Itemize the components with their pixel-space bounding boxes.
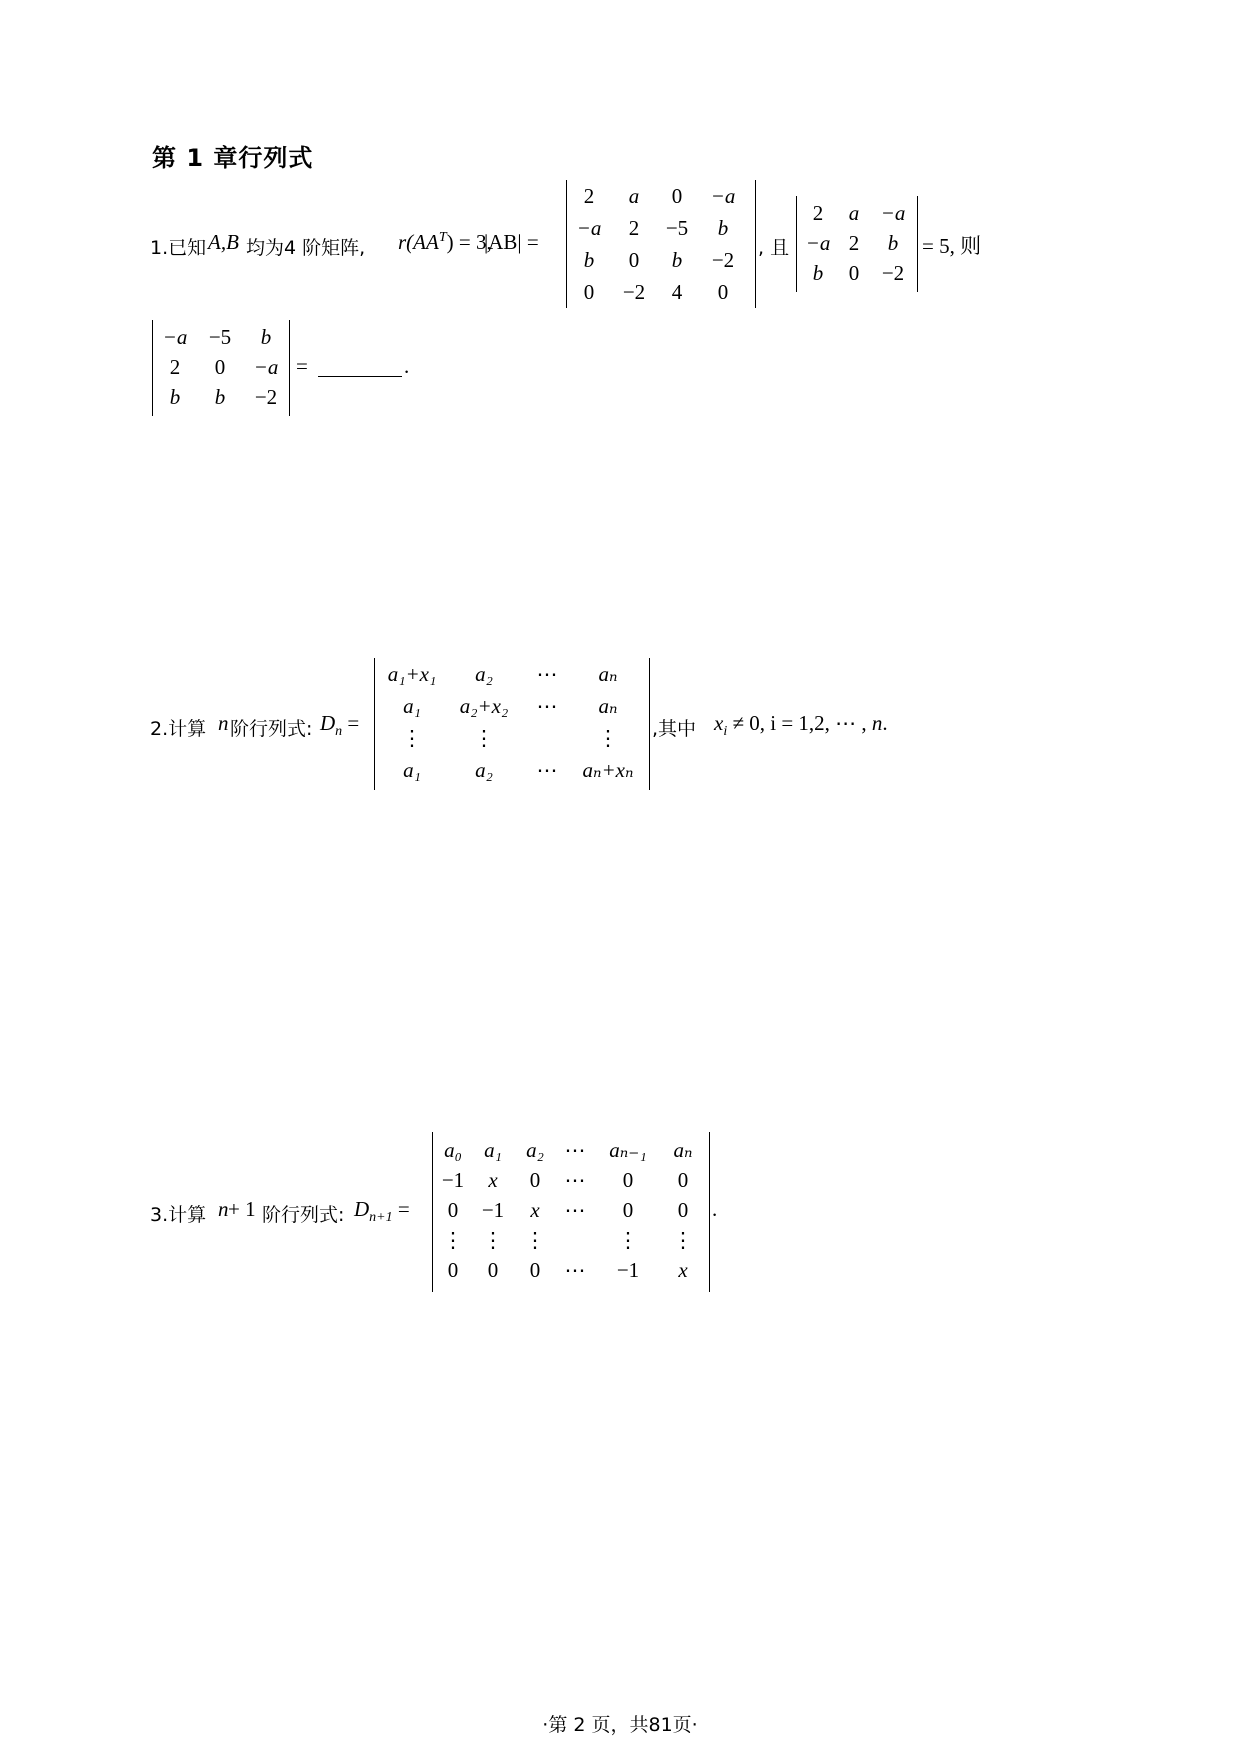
matrix-entry: −2 bbox=[711, 248, 735, 272]
matrix-entry: 0 bbox=[487, 1258, 499, 1282]
matrix-entry: ⋯ bbox=[564, 1258, 586, 1282]
matrix-entry: −1 bbox=[616, 1258, 640, 1282]
determinant-4x4 bbox=[566, 180, 756, 308]
answer-blank[interactable] bbox=[318, 376, 402, 377]
matrix-entry: 2 bbox=[812, 201, 824, 225]
matrix-entry: −5 bbox=[665, 216, 689, 240]
problem-2-condition: $x_i \ne 0$, i = 1,2, ⋯ , n. bbox=[714, 711, 888, 740]
matrix-entry: 2 bbox=[169, 355, 181, 379]
matrix-entry: ⋯ bbox=[536, 758, 558, 782]
matrix-entry: ⋮ bbox=[597, 726, 619, 750]
matrix-entry: −a bbox=[880, 201, 906, 225]
problem-1-abs-ab: |AB| = bbox=[484, 230, 539, 254]
matrix-entry: 2 bbox=[628, 216, 640, 240]
problem-1-qie: , 且 bbox=[758, 237, 790, 259]
matrix-entry: a bbox=[628, 184, 640, 208]
matrix-entry: a bbox=[848, 201, 860, 225]
matrix-entry: a₂ bbox=[475, 662, 493, 686]
matrix-entry: ⋮ bbox=[401, 726, 423, 750]
matrix-entry: 0 bbox=[628, 248, 640, 272]
problem-3-lead: 3.计算 bbox=[150, 1204, 207, 1226]
matrix-entry: 0 bbox=[717, 280, 729, 304]
matrix-entry: 0 bbox=[848, 261, 860, 285]
problem-3-text: 阶行列式: bbox=[262, 1204, 345, 1226]
problem-1-text: 均为4 阶矩阵, bbox=[246, 237, 366, 259]
matrix-entry: −2 bbox=[622, 280, 646, 304]
matrix-entry: aₙ+xₙ bbox=[582, 758, 634, 782]
problem-1-vars: A,B bbox=[208, 230, 239, 254]
problem-2-dn: $D_n$ = bbox=[320, 711, 360, 740]
matrix-entry: x bbox=[488, 1168, 498, 1192]
matrix-entry: a₁+x₁ bbox=[387, 662, 437, 686]
matrix-entry: ⋮ bbox=[617, 1228, 639, 1252]
matrix-entry: 0 bbox=[622, 1198, 634, 1222]
matrix-entry: ⋯ bbox=[536, 662, 558, 686]
matrix-entry: 0 bbox=[671, 184, 683, 208]
determinant-3x3-given bbox=[796, 196, 918, 292]
problem-3-plus-one: + 1 bbox=[228, 1197, 256, 1221]
problem-3-period: . bbox=[712, 1197, 718, 1221]
matrix-entry: b bbox=[671, 248, 683, 272]
determinant-problem-3 bbox=[432, 1132, 710, 1292]
matrix-entry: 0 bbox=[214, 355, 226, 379]
matrix-entry: 0 bbox=[447, 1198, 459, 1222]
matrix-entry: b bbox=[169, 385, 181, 409]
problem-1-lead: 1.已知 bbox=[150, 237, 207, 259]
problem-3-dn1: $D_{n+1}$ = bbox=[354, 1197, 410, 1226]
matrix-entry: −2 bbox=[254, 385, 278, 409]
problem-2-text: 阶行列式: bbox=[230, 718, 313, 740]
problem-2-lead: 2.计算 bbox=[150, 718, 207, 740]
matrix-entry: −1 bbox=[441, 1168, 465, 1192]
matrix-entry: ⋯ bbox=[564, 1138, 586, 1162]
problem-1-period: . bbox=[404, 354, 410, 378]
chapter-title: 第 1 章行列式 bbox=[152, 144, 314, 172]
matrix-entry: b bbox=[812, 261, 824, 285]
matrix-entry: aₙ bbox=[598, 662, 618, 686]
determinant-nxn-problem-2 bbox=[374, 658, 650, 790]
matrix-entry: 2 bbox=[848, 231, 860, 255]
matrix-entry: a₂+x₂ bbox=[459, 694, 509, 718]
matrix-entry: 0 bbox=[677, 1168, 689, 1192]
matrix-entry: 0 bbox=[583, 280, 595, 304]
matrix-entry: ⋮ bbox=[482, 1228, 504, 1252]
matrix-entry: a₁ bbox=[403, 694, 421, 718]
matrix-entry: b bbox=[260, 325, 272, 349]
matrix-entry: 2 bbox=[583, 184, 595, 208]
matrix-entry: x bbox=[678, 1258, 688, 1282]
matrix-entry: 0 bbox=[529, 1258, 541, 1282]
matrix-entry: −1 bbox=[481, 1198, 505, 1222]
matrix-entry: 0 bbox=[622, 1168, 634, 1192]
problem-1-eq-five: = 5, 则 bbox=[922, 234, 982, 258]
matrix-entry: aₙ bbox=[598, 694, 618, 718]
matrix-entry: 0 bbox=[529, 1168, 541, 1192]
matrix-entry bbox=[527, 726, 567, 750]
matrix-entry: 0 bbox=[677, 1198, 689, 1222]
matrix-entry: −a bbox=[805, 231, 831, 255]
problem-1-rank: $r(AA^T) = 3$, bbox=[398, 230, 492, 254]
matrix-entry: b bbox=[214, 385, 226, 409]
matrix-entry: ⋯ bbox=[564, 1168, 586, 1192]
determinant-3x3-target bbox=[152, 320, 290, 416]
matrix-entry: b bbox=[717, 216, 729, 240]
matrix-entry: aₙ bbox=[673, 1138, 693, 1162]
matrix-entry: a₁ bbox=[484, 1138, 502, 1162]
matrix-entry: −a bbox=[576, 216, 602, 240]
matrix-entry: b bbox=[583, 248, 595, 272]
matrix-entry: 0 bbox=[447, 1258, 459, 1282]
matrix-entry bbox=[557, 1228, 593, 1252]
problem-1-eq: = bbox=[296, 354, 308, 378]
matrix-entry: x bbox=[530, 1198, 540, 1222]
matrix-entry: −a bbox=[162, 325, 188, 349]
matrix-entry: −a bbox=[253, 355, 279, 379]
page-footer: ·第 2 页，共81页· bbox=[542, 1714, 698, 1736]
matrix-entry: a₂ bbox=[526, 1138, 544, 1162]
matrix-entry: ⋮ bbox=[473, 726, 495, 750]
matrix-entry: ⋮ bbox=[442, 1228, 464, 1252]
matrix-entry: aₙ₋₁ bbox=[609, 1138, 647, 1162]
matrix-entry: 4 bbox=[671, 280, 683, 304]
problem-2-n: n bbox=[218, 711, 229, 735]
matrix-entry: b bbox=[887, 231, 899, 255]
matrix-entry: a₀ bbox=[444, 1138, 462, 1162]
matrix-entry: a₂ bbox=[475, 758, 493, 782]
problem-3-n: n bbox=[218, 1197, 229, 1221]
matrix-entry: −2 bbox=[881, 261, 905, 285]
matrix-entry: ⋯ bbox=[564, 1198, 586, 1222]
problem-2-tail-cn: ,其中 bbox=[652, 718, 697, 740]
matrix-entry: a₁ bbox=[403, 758, 421, 782]
matrix-entry: ⋮ bbox=[524, 1228, 546, 1252]
matrix-entry: −a bbox=[710, 184, 736, 208]
matrix-entry: −5 bbox=[208, 325, 232, 349]
matrix-entry: ⋯ bbox=[536, 694, 558, 718]
matrix-entry: ⋮ bbox=[672, 1228, 694, 1252]
